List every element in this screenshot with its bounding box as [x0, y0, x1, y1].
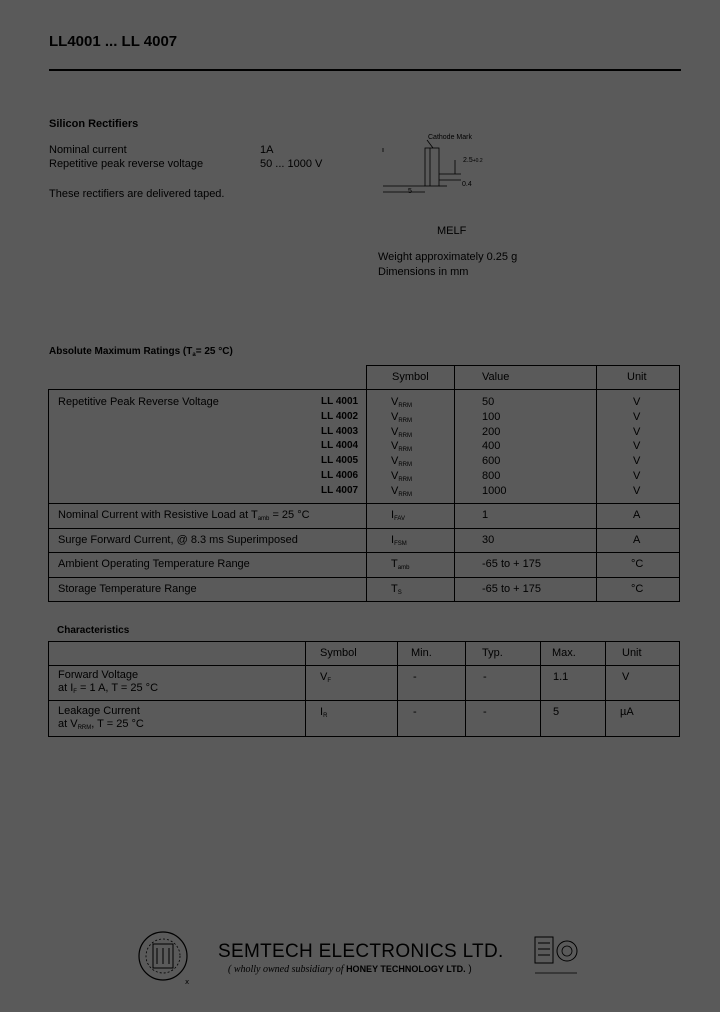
fwd-unit: V [622, 671, 630, 683]
page-title: LL4001 ... LL 4007 [49, 33, 178, 50]
semtech-logo-icon [135, 928, 195, 986]
dim-b: 0.4 [462, 181, 472, 188]
type-unit: V [633, 455, 641, 468]
surge-symbol: $I_{FSM}$ [391, 534, 407, 547]
rep-voltage-label: Repetitive Peak Reverse Voltage [58, 396, 219, 408]
type-name: LL 4004 [321, 440, 359, 452]
nominal-current-label: Nominal current [49, 144, 127, 156]
char-col-typ: Typ. [482, 647, 503, 659]
type-value: 50 [482, 396, 495, 408]
type-name: LL 4005 [321, 455, 359, 467]
type-symbol: $V_{RRM}$ [391, 455, 413, 469]
abs-max-title: Absolute Maximum Ratings ($T_a= 25$ °C) [49, 346, 233, 358]
leak-max: 5 [553, 706, 560, 718]
col-symbol: Symbol [392, 371, 429, 383]
type-name: LL 4001 [321, 396, 359, 407]
svg-text:x: x [185, 978, 190, 986]
nominal-unit: A [633, 509, 641, 521]
type-unit: V [633, 425, 641, 438]
ambient-value: -65 to + 175 [482, 558, 542, 570]
type-unit: V [633, 484, 641, 497]
dim-a: 2.5 [463, 157, 473, 164]
type-value: 1000 [482, 484, 507, 497]
col-value: Value [482, 371, 510, 383]
type-unit: V [633, 410, 641, 423]
fwd-max: 1.1 [553, 671, 569, 683]
type-symbol: $V_{RRM}$ [391, 440, 413, 454]
dim-a-label [463, 157, 483, 164]
type-symbol: $V_{RRM}$ [391, 425, 413, 439]
package-name: MELF [437, 225, 467, 237]
char-col-symbol: Symbol [320, 647, 357, 659]
company-name: SEMTECH ELECTRONICS LTD. [218, 941, 504, 962]
certification-logo-icon [533, 935, 581, 981]
dim-c: 5 [408, 188, 412, 195]
char-col-max: Max. [552, 647, 576, 659]
header-rule [49, 69, 681, 71]
ambient-symbol: $T_{amb}$ [391, 558, 410, 571]
ambient-unit: °C [631, 558, 644, 570]
nominal-value: 1 [482, 509, 489, 521]
ambient-label: Ambient Operating Temperature Range [58, 558, 250, 570]
leakage-condition: at $V_{RRM}$, T = 25 °C [58, 718, 144, 731]
leakage-label: Leakage Current [58, 705, 140, 717]
fwd-voltage-condition: at $I_F = 1$ A, T = 25 °C [58, 682, 159, 695]
col-unit: Unit [627, 371, 647, 383]
type-symbol: $V_{RRM}$ [391, 470, 413, 483]
storage-value: -65 to + 175 [482, 583, 542, 595]
type-symbol: $V_{RRM}$ [391, 410, 413, 424]
surge-value: 30 [482, 534, 495, 546]
subsidiary-line: ( wholly owned subsidiary of HONEY TECHNOLOGY LTD. ) [228, 964, 472, 975]
type-value: 100 [482, 410, 501, 423]
leak-unit: µA [620, 706, 634, 718]
fwd-typ: - [483, 671, 487, 683]
char-col-min: Min. [411, 647, 432, 659]
type-value: 200 [482, 425, 501, 438]
nominal-current-row-label: Nominal Current with Resistive Load at $T_{amb} = 25$ °C [58, 509, 310, 522]
nominal-current-value: 1A [260, 144, 274, 156]
type-unit: V [633, 440, 641, 453]
nominal-symbol: $I_{FAV}$ [391, 509, 405, 522]
fwd-min: - [413, 671, 417, 683]
type-value: 600 [482, 455, 501, 468]
type-unit: V [633, 470, 641, 482]
rev-voltage-value: 50 ... 1000 V [260, 158, 323, 170]
rev-voltage-label: Repetitive peak reverse voltage [49, 158, 204, 170]
storage-unit: °C [631, 583, 644, 595]
melf-package-drawing [375, 130, 505, 205]
section-heading-silicon-rectifiers: Silicon Rectifiers [49, 118, 139, 130]
surge-unit: A [633, 534, 641, 546]
weight-text: Weight approximately 0.25 g [378, 251, 518, 263]
type-name: LL 4007 [321, 484, 359, 496]
type-value: 800 [482, 470, 501, 482]
type-symbol: $V_{RRM}$ [391, 484, 413, 498]
type-name: LL 4002 [321, 410, 359, 422]
dimensions-text: Dimensions in mm [378, 266, 469, 278]
leak-min: - [413, 706, 417, 718]
storage-symbol: $T_S$ [391, 583, 402, 596]
type-name: LL 4006 [321, 470, 359, 481]
fwd-voltage-label: Forward Voltage [58, 669, 139, 681]
leak-typ: - [483, 706, 487, 718]
type-unit: V [633, 396, 641, 408]
type-symbol: $V_{RRM}$ [391, 396, 413, 409]
type-name: LL 4003 [321, 425, 359, 437]
leak-symbol: $I_R$ [320, 706, 328, 719]
surge-label: Surge Forward Current, @ 8.3 ms Superimposed [58, 534, 298, 546]
char-col-unit: Unit [622, 647, 642, 659]
cathode-mark-label: Cathode Mark [428, 134, 472, 141]
type-value: 400 [482, 440, 501, 453]
dim-a-tol: +0.2 [472, 158, 483, 164]
fwd-symbol: $V_F$ [320, 671, 332, 684]
storage-label: Storage Temperature Range [58, 583, 197, 595]
delivery-note: These rectifiers are delivered taped. [49, 188, 225, 200]
characteristics-title: Characteristics [57, 625, 130, 636]
